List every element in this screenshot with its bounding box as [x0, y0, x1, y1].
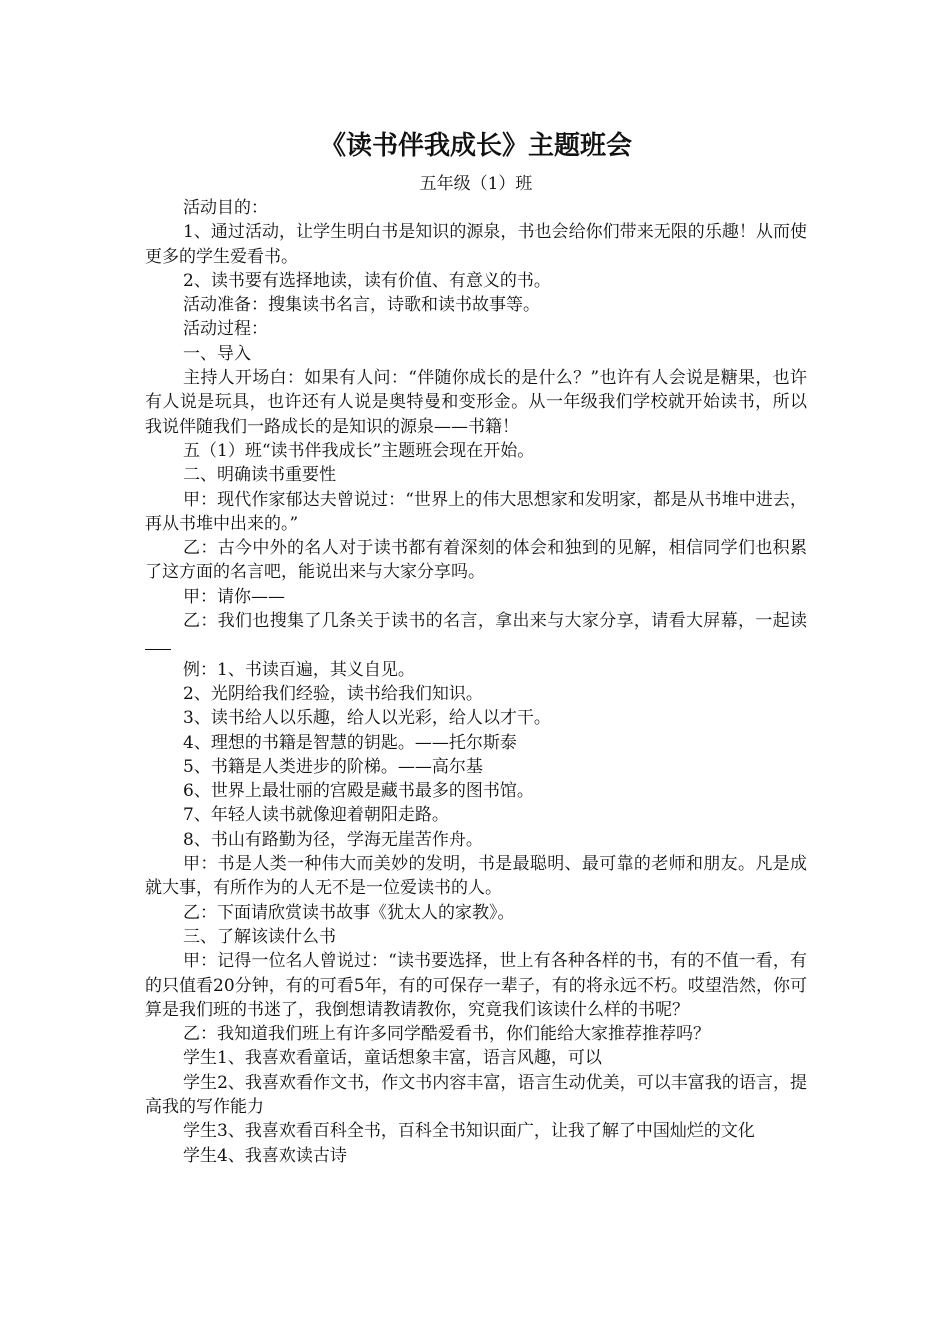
- quote-item: 5、书籍是人类进步的阶梯。——高尔基: [183, 756, 483, 777]
- paragraph: 甲：请你——: [183, 586, 285, 607]
- quote-item: 8、书山有路勤为径，学海无崖苦作舟。: [183, 829, 483, 850]
- paragraph: 活动目的：: [183, 198, 268, 218]
- paragraph: 乙：古今中外的名人对于读书都有着深刻的体会和独到的见解，相信同学们也积累了这方面的名言吧，能说出来与大家分享吗。: [145, 538, 807, 583]
- quote-item: 6、世界上最壮丽的宫殿是藏书最多的图书馆。: [183, 781, 534, 802]
- document-subtitle: 五年级（1）班: [419, 174, 533, 194]
- student-line: 学生3、我喜欢看百科全书，百科全书知识面广，让我了解了中国灿烂的文化: [183, 1121, 755, 1142]
- section-heading: 一、导入: [183, 343, 251, 364]
- quote-item: 7、年轻人读书就像迎着朝阳走路。: [183, 805, 449, 826]
- paragraph-text: 乙：我们也搜集了几条关于读书的名言，拿出来与大家分享，请看大屏幕，一起读: [183, 611, 807, 632]
- paragraph: 甲：现代作家郁达夫曾说过：“世界上的伟大思想家和发明家，都是从书堆中进去，再从书堆中出来的。”: [145, 489, 807, 534]
- paragraph: 主持人开场白：如果有人问：“伴随你成长的是什么？”也许有人会说是糖果，也许有人说是玩具，也许还有人说是奥特曼和变形金。从一年级我们学校就开始读书，所以我说伴随我们一路成长的是知识的源泉——书籍！: [145, 368, 807, 437]
- quote-item: 4、理想的书籍是智慧的钥匙。——托尔斯泰: [183, 732, 517, 753]
- section-heading: 三、了解该读什么书: [183, 926, 336, 947]
- paragraph: 活动过程：: [183, 319, 268, 340]
- paragraph: 1、通过活动，让学生明白书是知识的源泉，书也会给你们带来无限的乐趣！从而使更多的学生爱看书。: [145, 222, 807, 267]
- paragraph: 2、读书要有选择地读，读有价值、有意义的书。: [183, 270, 551, 291]
- document-page: [145, 126, 807, 1168]
- document-title: 《读书伴我成长》主题班会: [319, 131, 632, 161]
- fill-blank-line: [145, 635, 171, 650]
- quote-item: 2、光阴给我们经验，读书给我们知识。: [183, 683, 483, 704]
- paragraph: 活动准备：搜集读书名言，诗歌和读书故事等。: [183, 295, 540, 316]
- student-line: 学生2、我喜欢看作文书，作文书内容丰富，语言生动优美，可以丰富我的语言，提高我的写作能力: [145, 1072, 807, 1117]
- paragraph: 乙：下面请欣赏读书故事《犹太人的家教》。: [183, 902, 515, 923]
- paragraph: 甲：记得一位名人曾说过：“读书要选择，世上有各种各样的书，有的不值一看，有的只值看20分钟，有的可看5年，有的可保存一辈子，有的将永远不朽。哎望浩然，你可算是我们班的书迷了，我倒想请教请教你，究竟我们该读什么样的书呢？: [145, 951, 807, 1020]
- quote-item: 例：1、书读百遍，其义自见。: [183, 659, 415, 680]
- paragraph: 甲：书是人类一种伟大而美妙的发明，书是最聪明、最可靠的老师和朋友。凡是成就大事，有所作为的人无不是一位爱读书的人。: [145, 854, 807, 899]
- paragraph: 五（1）班“读书伴我成长”主题班会现在开始。: [183, 440, 535, 461]
- paragraph: 乙：我知道我们班上有许多同学酷爱看书，你们能给大家推荐推荐吗？: [183, 1024, 710, 1045]
- quote-item: 3、读书给人以乐趣，给人以光彩，给人以才干。: [183, 708, 551, 729]
- student-line: 学生1、我喜欢看童话，童话想象丰富，语言风趣，可以: [183, 1048, 602, 1069]
- section-heading: 二、明确读书重要性: [183, 465, 336, 486]
- student-line: 学生4、我喜欢读古诗: [183, 1145, 347, 1166]
- paragraph-with-blank: [145, 609, 807, 658]
